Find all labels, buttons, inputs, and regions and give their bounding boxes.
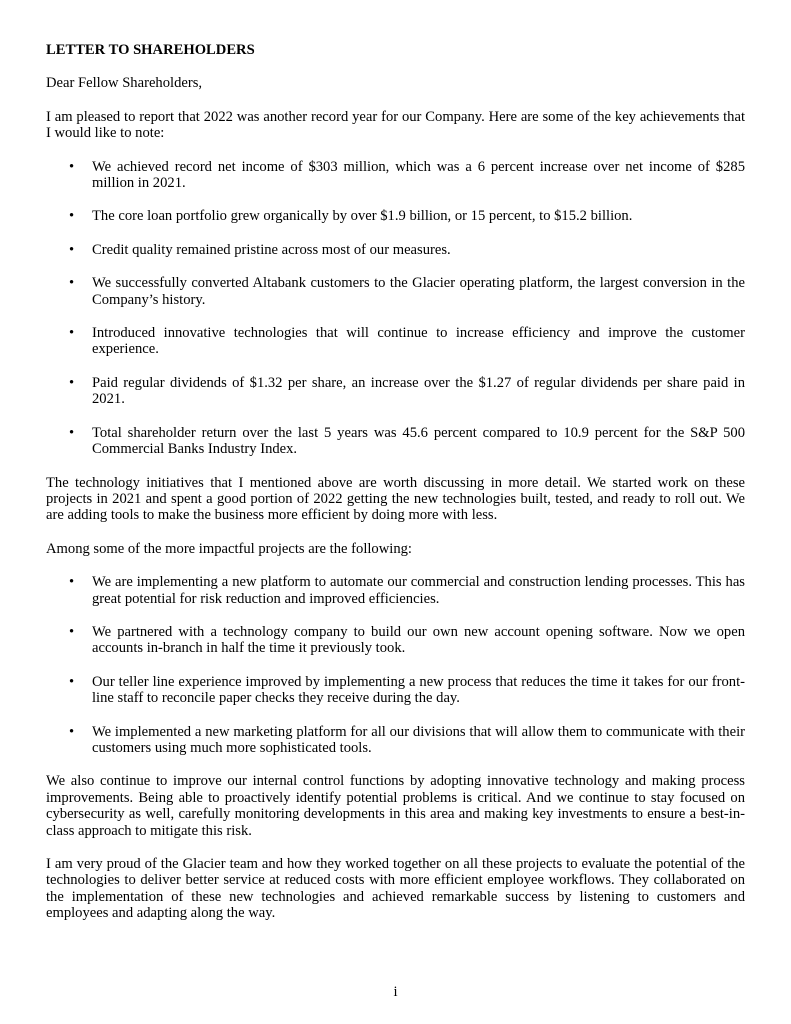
bullet-icon: • [69,325,75,342]
achievement-item: • Credit quality remained pristine across most of our measures. [69,241,451,258]
achievement-item: • Introduced innovative technologies that will continue to increase efficiency and improve the customer experience. [69,325,745,358]
achievement-item: • We successfully converted Altabank customers to the Glacier operating platform, the largest conversion in the Company’s history. [69,275,745,308]
team-paragraph: I am very proud of the Glacier team and how they worked together on all these projects to evaluate the potential of the technologies to deliver better service at reduced costs with more efficient employee workflows. They collaborated on the implementation of these new technologies and achieved remarkable success by listening to customers and employees and adapting along the way. [46,856,745,922]
project-item: • Our teller line experience improved by implementing a new process that reduces the time it takes for our front-line staff to reconcile paper checks they receive during the day. [69,673,745,707]
bullet-icon: • [69,158,75,175]
project-item: • We partnered with a technology company to build our own new account opening software. Now we open accounts in-branch in half the time it previously took. [69,623,745,657]
bullet-icon: • [69,424,75,441]
projects-list [46,574,745,756]
project-item: • We are implementing a new platform to automate our commercial and construction lending processes. This has great potential for risk reduction and improved efficiencies. [69,574,745,607]
intro-paragraph: I am pleased to report that 2022 was another record year for our Company. Here are some of the key achievements that I would like to note: [46,108,745,142]
achievement-item: • Paid regular dividends of $1.32 per share, an increase over the $1.27 of regular dividends per share paid in 2021. [69,374,745,408]
bullet-icon: • [69,241,75,258]
project-item: • We implemented a new marketing platform for all our divisions that will allow them to communicate with their customers using much more sophisticated tools. [69,723,745,756]
salutation: Dear Fellow Shareholders, [46,75,203,92]
bullet-icon: • [69,723,75,740]
projects-intro: Among some of the more impactful projects are the following: [46,540,412,557]
bullet-icon: • [69,673,75,690]
technology-paragraph: The technology initiatives that I mentioned above are worth discussing in more detail. We started work on these projects in 2021 and spent a good portion of 2022 getting the new technologies built, tested, and ready to roll out. We are adding tools to make the business more efficient by doing more with less. [46,474,745,524]
page-title: LETTER TO SHAREHOLDERS [46,42,255,58]
bullet-icon: • [69,574,75,591]
internal-control-paragraph: We also continue to improve our internal control functions by adopting innovative technology and making process improvements. Being able to proactively identify potential problems is critical. And we continue to stay focused on cybersecurity as well, carefully monitoring developments in this area and making key investments to ensure a best-in-class approach to mitigate this risk. [46,773,745,839]
bullet-icon: • [69,623,75,640]
achievement-item: • We achieved record net income of $303 million, which was a 6 percent increase over net income of $285 million in 2021. [69,158,745,192]
page-number: i [393,984,398,1000]
achievement-item: • The core loan portfolio grew organically by over $1.9 billion, or 15 percent, to $15.2 billion. [69,208,633,225]
bullet-icon: • [69,374,75,391]
achievement-item: • Total shareholder return over the last 5 years was 45.6 percent compared to 10.9 percent for the S&P 500 Commercial Banks Industry Index. [69,424,745,458]
bullet-icon: • [69,208,75,225]
achievements-list [46,159,745,458]
bullet-icon: • [69,275,75,292]
